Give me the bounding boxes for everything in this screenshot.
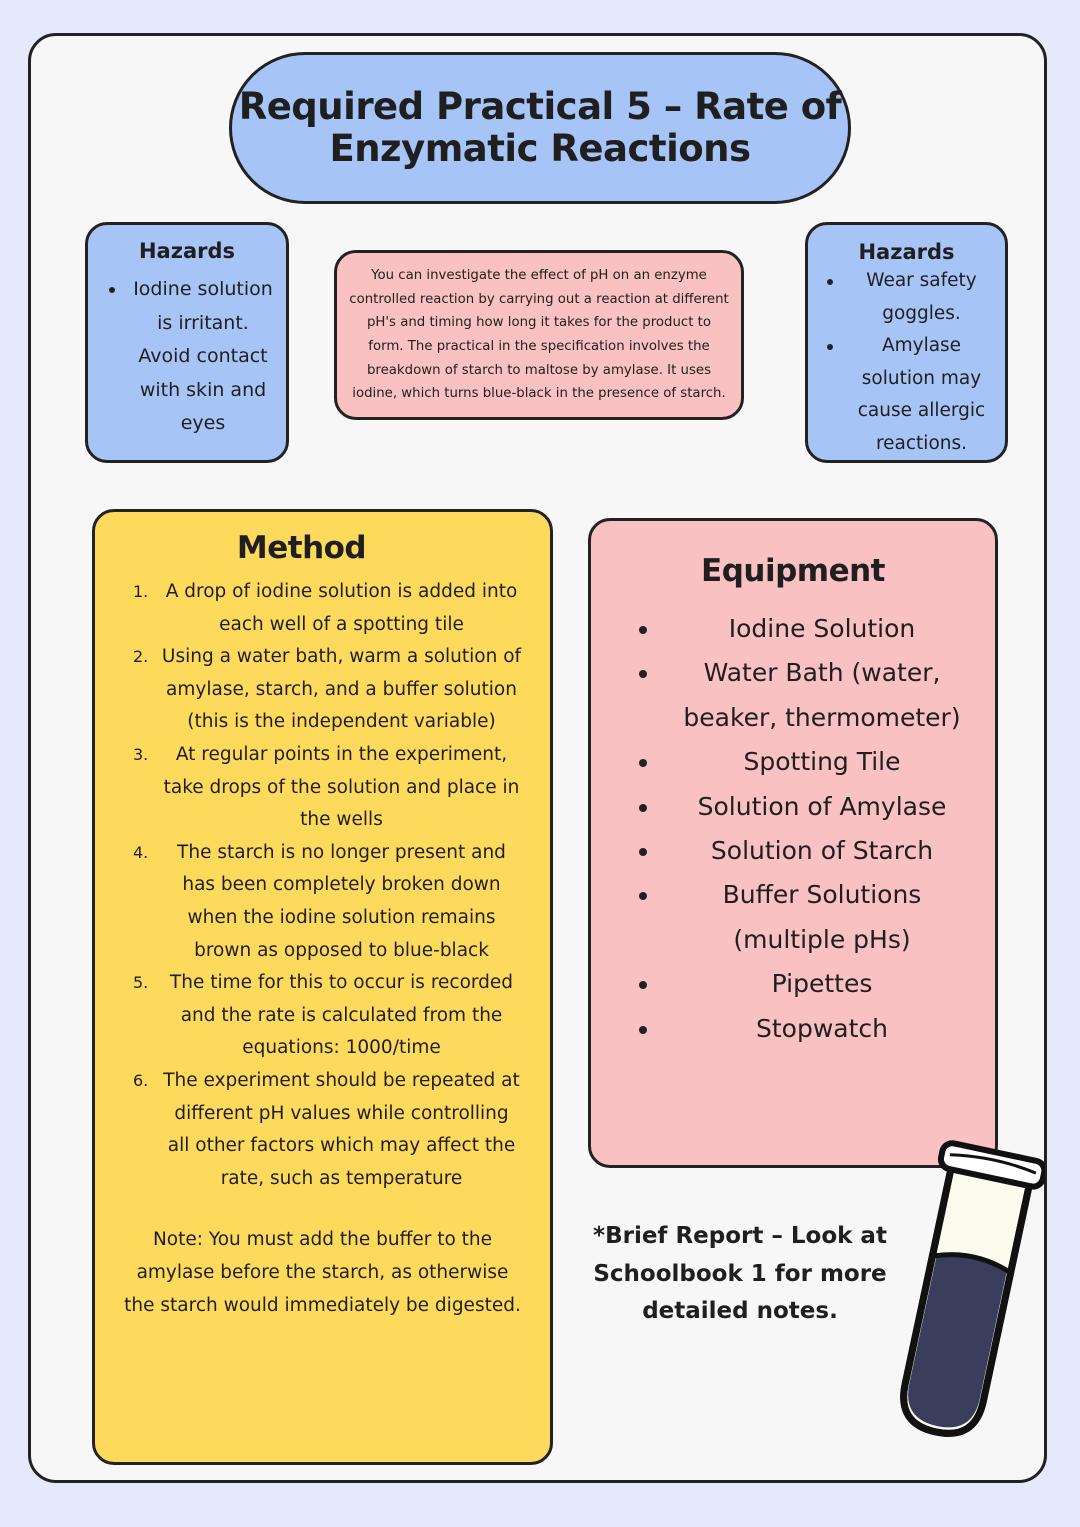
report-note <box>590 1218 890 1331</box>
method-step <box>133 967 522 1065</box>
hazard-left-line: with skin and <box>139 378 267 401</box>
equipment-item <box>591 740 995 784</box>
method-step <box>133 641 522 739</box>
hazards-right-body <box>824 265 997 460</box>
equipment-text: Pipettes <box>771 969 873 999</box>
test-tube-icon <box>885 1135 1045 1455</box>
hazard-right-text: Wear safety goggles. <box>866 270 977 324</box>
intro-card <box>334 250 744 420</box>
method-steps <box>95 576 550 1195</box>
bullet-icon <box>639 670 647 678</box>
step-number: 1. <box>133 582 149 601</box>
title-line-2: Enzymatic Reactions <box>329 127 751 170</box>
equipment-text: Stopwatch <box>756 1013 888 1043</box>
method-card <box>92 509 553 1465</box>
bullet-icon <box>639 804 647 812</box>
step-number: 5. <box>133 973 149 993</box>
method-step <box>133 1065 522 1195</box>
bullet-icon <box>639 848 647 856</box>
method-note: Note: You must add the buffer to the amylase before the starch, as otherwise the starch would immediately be digested. <box>124 1229 521 1316</box>
bullet-icon <box>827 344 833 350</box>
bullet-icon <box>827 279 833 285</box>
equipment-list <box>591 607 995 1051</box>
step-text: The experiment should be repeated at different pH values while controlling all other factors which may affect the rate, such as temperature <box>163 1069 520 1189</box>
hazard-right-item <box>824 265 997 330</box>
step-number: 2. <box>133 647 149 667</box>
method-step <box>133 837 522 967</box>
hazard-left-line: Iodine solution <box>133 278 273 300</box>
bullet-icon <box>639 892 647 900</box>
equipment-item <box>591 829 995 873</box>
step-number: 6. <box>133 1070 149 1090</box>
step-text: The time for this to occur is recorded and the rate is calculated from the equations: 1000/time <box>169 972 514 1059</box>
report-line: detailed notes. <box>642 1298 838 1324</box>
equipment-text: Buffer Solutions (multiple pHs) <box>722 880 922 954</box>
equipment-heading: Equipment <box>701 553 885 589</box>
bullet-icon <box>639 626 647 634</box>
step-text: Using a water bath, warm a solution of amylase, starch, and a buffer solution (this is the independent variable) <box>161 646 522 733</box>
bullet-icon <box>109 287 115 293</box>
hazards-card-right <box>805 222 1008 463</box>
hazard-left-line: eyes <box>180 412 226 434</box>
equipment-item <box>591 873 995 962</box>
hazard-right-text: Amylase solution may cause allergic reactions. <box>857 335 986 454</box>
equipment-text: Iodine Solution <box>728 614 916 643</box>
equipment-text: Solution of Amylase <box>697 791 947 821</box>
hazard-left-line: is irritant. <box>157 311 249 334</box>
hazards-card-left <box>85 222 289 463</box>
step-text: At regular points in the experiment, take drops of the solution and place in the wells <box>163 743 520 831</box>
report-line: Schoolbook 1 for more <box>593 1260 887 1287</box>
step-text: The starch is no longer present and has been completely broken down when the iodine solution remains brown as opposed to blue-black <box>177 841 506 961</box>
equipment-item <box>591 1007 995 1051</box>
equipment-text: Water Bath (water, beaker, thermometer) <box>683 658 961 732</box>
hazard-right-item <box>824 330 997 460</box>
hazards-heading-left: Hazards <box>138 239 236 263</box>
page-title <box>229 52 851 204</box>
equipment-card <box>588 518 998 1168</box>
title-line-1: Required Practical 5 – Rate of <box>238 85 842 128</box>
equipment-item <box>591 962 995 1006</box>
method-heading: Method <box>236 530 367 566</box>
method-step <box>133 576 522 641</box>
method-step <box>133 739 522 837</box>
equipment-item <box>591 785 995 829</box>
equipment-item <box>591 607 995 651</box>
bullet-icon <box>639 981 647 989</box>
equipment-item <box>591 651 995 740</box>
bullet-icon <box>639 1026 647 1034</box>
step-number: 3. <box>133 744 149 764</box>
equipment-text: Solution of Starch <box>710 836 934 866</box>
hazards-left-body <box>106 273 278 441</box>
step-number: 4. <box>133 842 149 862</box>
hazard-left-line: Avoid contact <box>138 345 268 367</box>
step-text: A drop of iodine solution is added into each well of a spotting tile <box>165 581 518 635</box>
hazards-heading-right: Hazards <box>858 240 955 264</box>
intro-text: You can investigate the effect of pH on an enzyme controlled reaction by carrying out a reaction at different pH's and timing how long it takes for the product to form. The practical in the specification involves the breakdown of starch to maltose by amylase. It uses iodine, which turns blue-black in the presence of starch. <box>349 267 729 402</box>
report-line: *Brief Report – Look at <box>593 1223 887 1249</box>
equipment-text: Spotting Tile <box>743 747 901 777</box>
bullet-icon <box>639 759 647 767</box>
